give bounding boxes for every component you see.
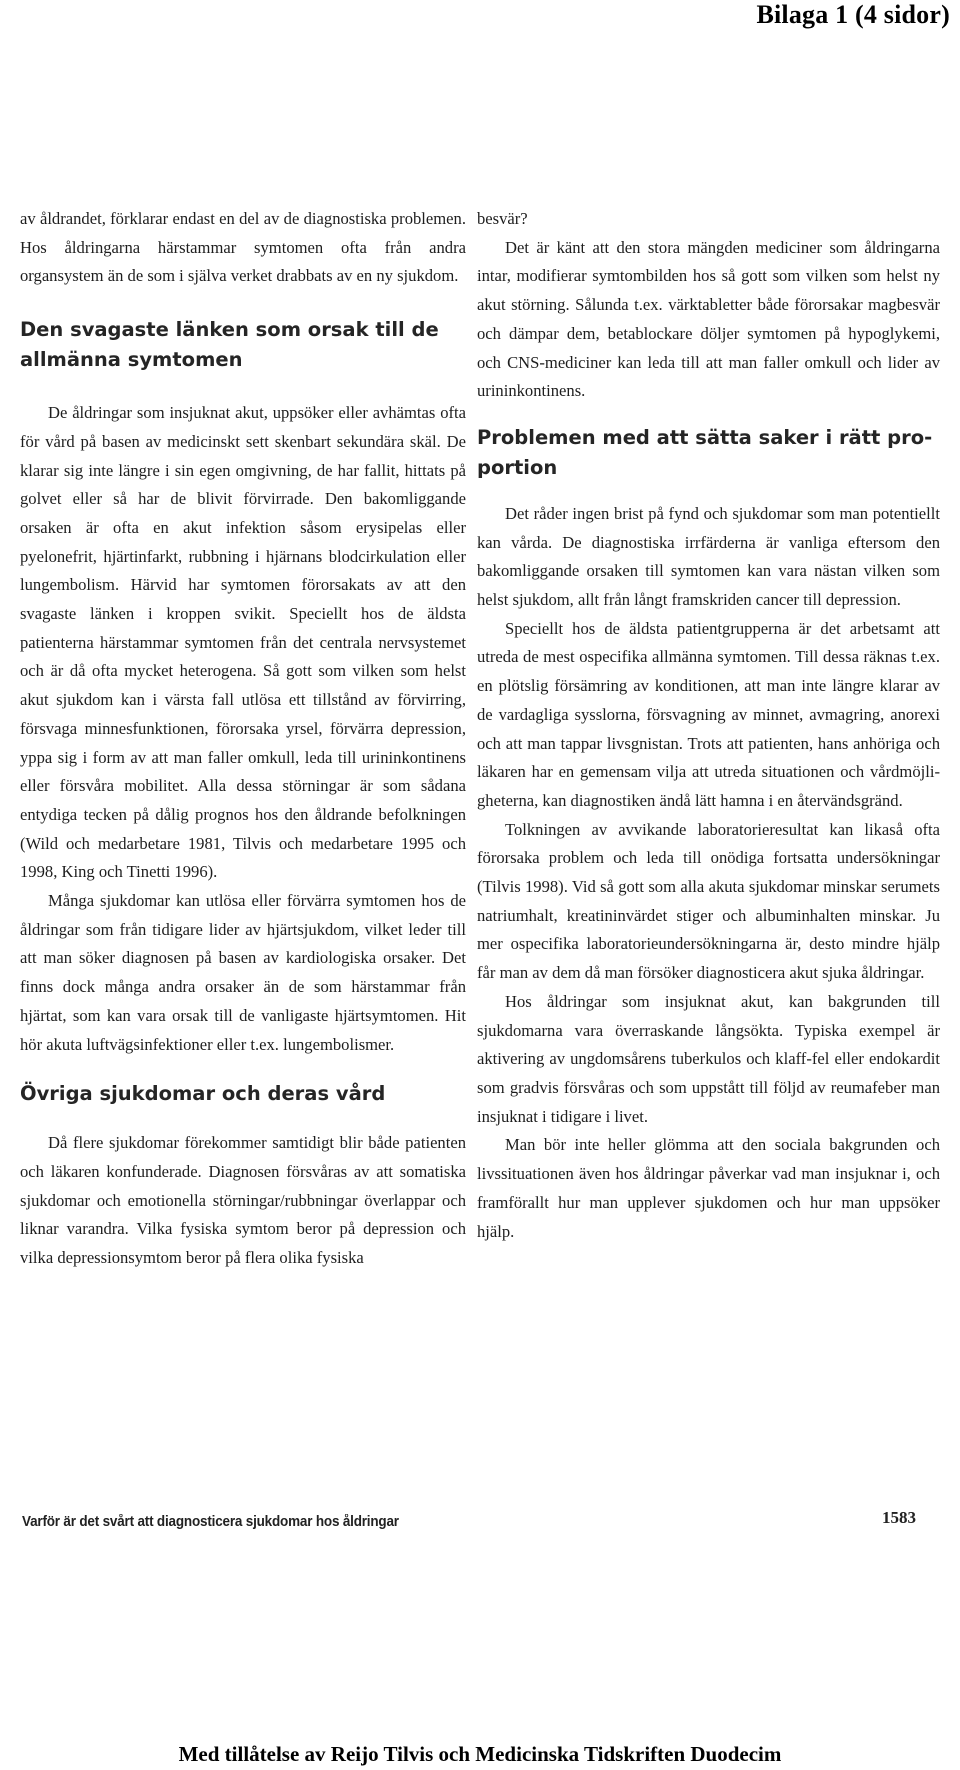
body-paragraph: Man bör inte heller glömma att den sociala bakgrunden och livssituationen även hos åldringar påverkar vad man insjuknar i, och framförallt hur man upplever sjukdomen och hur man uppsöker hjälp.	[477, 1135, 940, 1241]
body-paragraph: av åldrandet, förklarar endast en del av de diagnostiska problemen. Hos åldringarna härstammar symtomen ofta från andra organsystem än de som i själva verket drabbats av en ny sjukdom.	[20, 209, 466, 286]
body-paragraph: Speciellt hos de äldsta patientgrupperna är det arbetsamt att utreda de mest ospecifika allmänna symtomen. Till dessa räknas t.ex. en plötslig försämring av konditionen, att man inte längre klarar av de vardagliga sysslorna, försvagning av minnet, avmagring, anorexi och att man tappar livsgnistan. Trots att patienten, hans anhöriga och läkaren har en gemensam vilja att utreda situationen och vårdmöjligheterna, kan diagnostiken ändå lätt hamna i en återvändsgränd.	[477, 618, 940, 810]
body-paragraph: De åldringar som insjuknat akut, uppsöker eller avhämtas ofta för vård på basen av medicinskt sett skenbart sekundära skäl. De klarar sig inte längre i sin egen omgivning, de har fallit, hittats på golvet eller så har de blivit förvirrade. Den bakomliggande orsaken är ofta en akut infektion såsom erysipelas eller pyelonefrit, hjärtinfarkt, rubbning i hjärnans blodcirkulation eller lungembolism. Härvid har symtomen förorsakats av att den svagaste länken i kroppen svikit. Speciellt hos de äldsta patienterna härstammar symtomen från det centrala nervsystemet och är då ofta mycket heterogena. Så gott som vilken som helst akut sjukdom kan i värsta fall utlösa ett tillstånd av förvirring, försvaga minnesfunktionen, förorsaka yrsel, förvärra depression, yppa sig i form av att man faller omkull, leda till urininkontinens eller försvåra mobilitet. Alla dessa störningar är som sådana entydiga tecken på dålig prognos hos den åldrande befolkningen (Wild och medarbetare 1981, Tilvis och medarbetare 1995 och 1998, King och Tinetti 1996).	[20, 403, 466, 882]
body-paragraph: Det råder ingen brist på fynd och sjukdomar som man potentiellt kan vårda. De diagnostiska irrfärderna är vanliga eftersom den bakomliggande orsaken till symtomen kan vara nästan vilken som helst sjukdom, allt från långt framskriden cancer till depression.	[477, 503, 940, 610]
article-page	[20, 205, 940, 1535]
running-footer-title: Varför är det svårt att diagnosticera sjukdomar hos åldringar	[22, 1514, 399, 1530]
body-paragraph: Hos åldringar som insjuknat akut, kan bakgrunden till sjukdomarna vara överraskande långsökta. Typiska exempel är aktivering av ungdomsårens tuberkulos och klaff-fel eller endokardit som gradvis försvåras och som uppstått till följd av reumafeber man insjuknat i tidigare i livet.	[477, 991, 940, 1126]
section-heading: Problemen med att sätta saker i rätt proportion	[477, 425, 933, 479]
page-number: 1583	[882, 1508, 916, 1527]
body-paragraph: Tolkningen av avvikande laboratorieresultat kan likaså ofta förorsaka problem och leda till onödiga fortsatta undersökningar (Tilvis 1998). Vid så gott som alla akuta sjukdomar minskar serumets natriumhalt, kreatininvärdet stiger och albuminhalten minskar. Ju mer ospecifika laboratorieundersökningarna är, desto mindre hjälp får man av dem då man försöker diagnosticera akut sjuka åldringar.	[477, 819, 940, 983]
attachment-label: Bilaga 1 (4 sidor)	[756, 0, 950, 29]
left-column	[20, 205, 466, 1273]
section-heading: Den svagaste länken som orsak till de allmänna symtomen	[20, 318, 439, 372]
body-paragraph: Många sjukdomar kan utlösa eller förvärra symtomen hos de åldringar som från tidigare lider av hjärtsjukdom, vilket leder till att man söker diagnosen på basen av kardiologiska orsaker. Det finns dock många andra orsaker än de som härstammar från hjärtat, som kan vara orsak till de vanligaste hjärtsymtomen. Hit hör akuta luftvägsinfektioner eller t.ex. lungembolismer.	[20, 891, 466, 1054]
section-heading: Övriga sjukdomar och deras vård	[20, 1082, 386, 1106]
right-column	[477, 205, 940, 1246]
permission-credit: Med tillåtelse av Reijo Tilvis och Medicinska Tidskriften Duodecim	[178, 1742, 782, 1766]
body-paragraph: Då flere sjukdomar förekommer samtidigt blir både patienten och läkaren konfunderade. Diagnosen försvåras av att somatiska sjukdomar och emotionella störningar/rubbningar överlappar och liknar varandra. Vilka fysiska symtom beror på depression och vilka depressionsymtom beror på flera olika fysiska	[20, 1133, 466, 1268]
body-paragraph: besvär?	[477, 209, 528, 228]
body-paragraph: Det är känt att den stora mängden mediciner som åldringarna intar, modifierar symtombilden hos så gott som vilken som helst ny akut störning. Sålunda t.ex. värktabletter både förorsakar magbesvär och dämpar dem, betablockare döljer symtomen på hypoglykemi, och CNS-mediciner kan leda till att man faller omkull och lider av urininkontinens.	[477, 237, 940, 401]
